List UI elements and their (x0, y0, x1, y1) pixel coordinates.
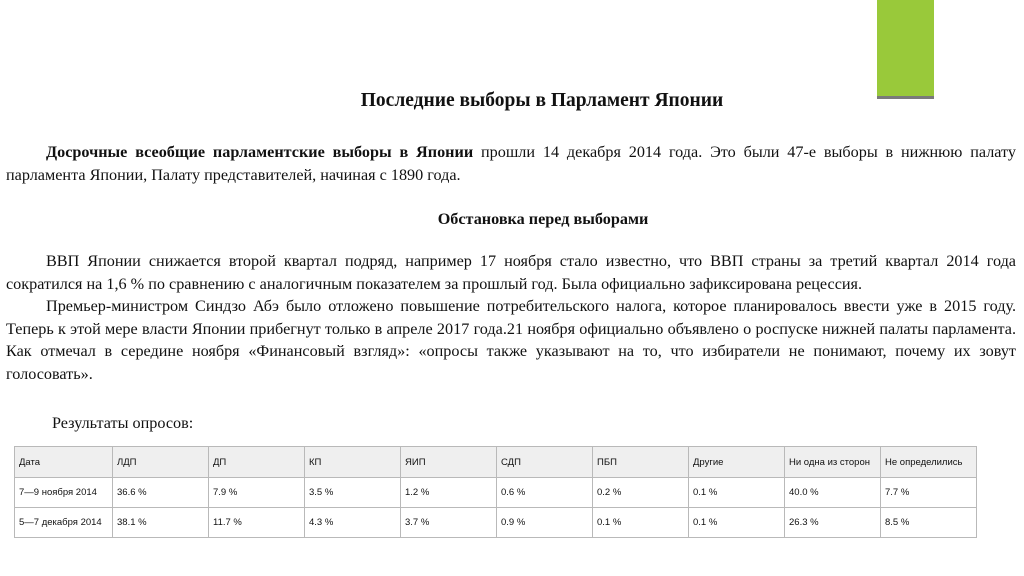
table-cell: 11.7 % (209, 508, 305, 538)
header-cell: ЯИП (401, 447, 497, 478)
table-row (15, 508, 977, 538)
table-cell: 1.2 % (401, 478, 497, 508)
section-subtitle: Обстановка перед выборами (437, 210, 649, 228)
table-cell: 0.1 % (593, 508, 689, 538)
intro-paragraph (6, 141, 1016, 186)
table-cell: 0.6 % (497, 478, 593, 508)
table-header-row (15, 447, 977, 478)
table-cell: 4.3 % (305, 508, 401, 538)
header-cell: Не определились (881, 447, 977, 478)
table-cell: 7.7 % (881, 478, 977, 508)
header-cell: Дата (15, 447, 113, 478)
table-cell: 0.1 % (689, 478, 785, 508)
header-cell: ПБП (593, 447, 689, 478)
header-cell: ЛДП (113, 447, 209, 478)
poll-results-table (14, 446, 977, 538)
table-cell: 8.5 % (881, 508, 977, 538)
intro-rest-text: прошли 14 декабря 2014 года. Это были 47-е выборы в нижнюю палату парламента Японии, Палату представителей, начиная с 1890 года. (6, 143, 1016, 184)
table-cell: 36.6 % (113, 478, 209, 508)
table-cell: 7—9 ноября 2014 (15, 478, 113, 508)
body-paragraphs (6, 250, 1016, 385)
accent-bar (877, 0, 934, 99)
page-title: Последние выборы в Парламент Японии (360, 90, 724, 111)
header-cell: Ни одна из сторон (785, 447, 881, 478)
table-cell: 7.9 % (209, 478, 305, 508)
header-cell: ДП (209, 447, 305, 478)
header-cell: СДП (497, 447, 593, 478)
table-cell: 3.7 % (401, 508, 497, 538)
table-cell: 40.0 % (785, 478, 881, 508)
intro-bold-text: Досрочные всеобщие парламентские выборы в Японии (46, 143, 474, 161)
table-cell: 0.2 % (593, 478, 689, 508)
table-row (15, 478, 977, 508)
paragraph-tax: Премьер-министром Синдзо Абэ было отложено повышение потребительского налога, которое планировалось ввести уже в 2015 году. Теперь к этой мере власти Японии прибегнут только в апреле 2017 года.21 ноября официально объявлено о роспуске нижней палаты парламента. Как отмечал в середине ноября «Финансовый взгляд»: «опросы также указывают на то, что избиратели не понимают, почему их зовут голосовать». (6, 297, 1016, 383)
header-cell: Другие (689, 447, 785, 478)
table-cell: 5—7 декабря 2014 (15, 508, 113, 538)
table-cell: 26.3 % (785, 508, 881, 538)
paragraph-gdp: ВВП Японии снижается второй квартал подряд, например 17 ноября стало известно, что ВВП страны за третий квартал 2014 года сократился на 1,6 % по сравнению с аналогичным показателем за прошлый год. Была официально зафиксирована рецессия. (6, 252, 1016, 293)
table-cell: 0.1 % (689, 508, 785, 538)
table-cell: 38.1 % (113, 508, 209, 538)
table-cell: 0.9 % (497, 508, 593, 538)
results-caption: Результаты опросов: (52, 414, 194, 432)
header-cell: КП (305, 447, 401, 478)
table-cell: 3.5 % (305, 478, 401, 508)
